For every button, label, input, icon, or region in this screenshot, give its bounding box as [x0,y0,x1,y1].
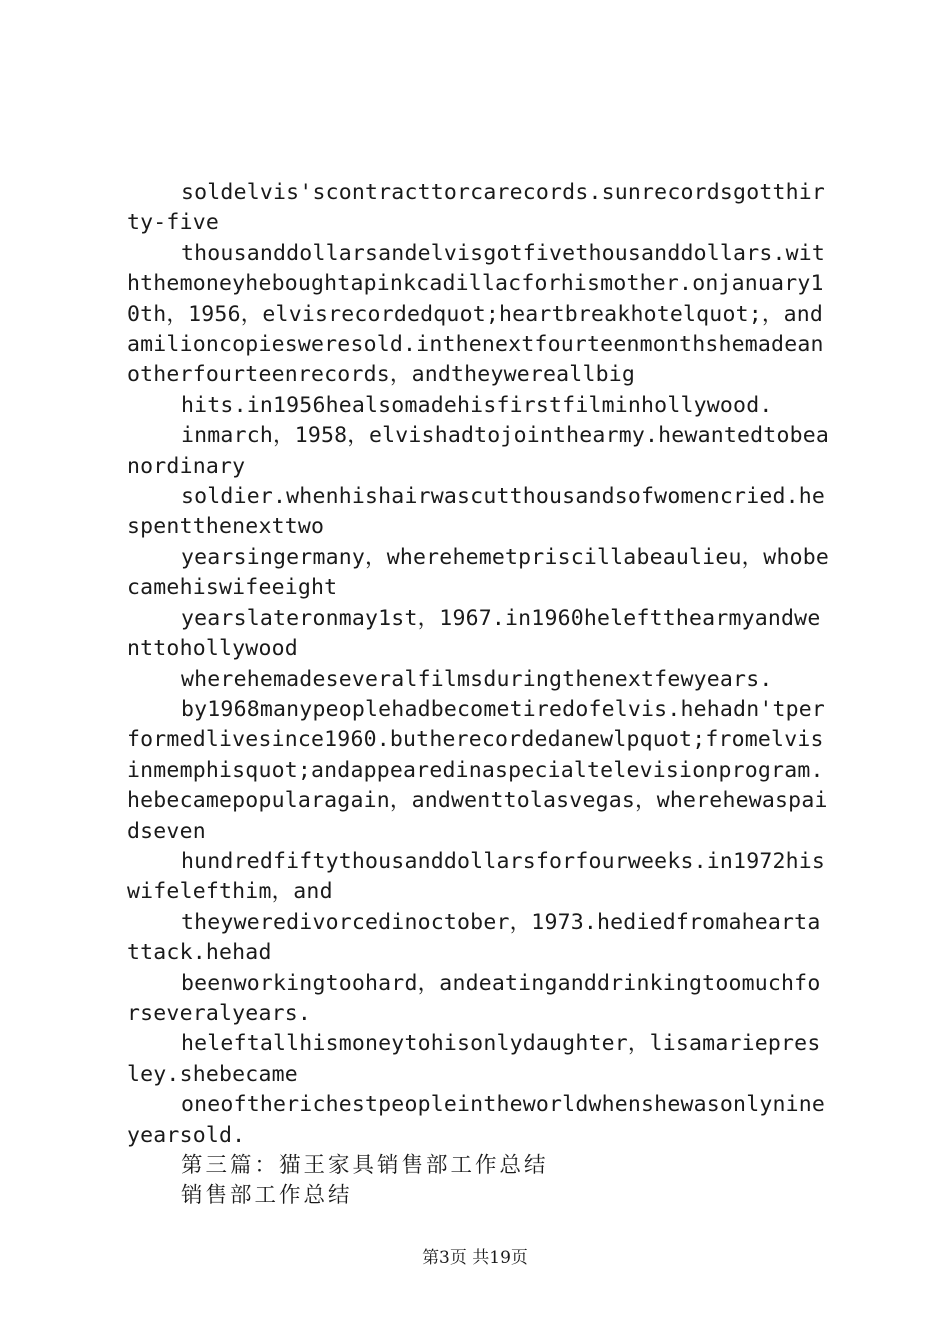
paragraph: thousanddollarsandelvisgotfivethousanddollars.withthemoneyheboughtapinkcadillacforhismother.onjanuary10th，1956，elvisrecordedquot;heartbreakhotelquot;，andamilioncopiesweresold.inthenextfourteenmonthshemadeanotherfourteenrecords，andtheywereallbig [127,240,826,388]
section-heading: 第三篇：猫王家具销售部工作总结 [181,1153,549,1178]
paragraph: beenworkingtoohard，andeatinganddrinkingtoomuchforseveralyears. [127,970,821,1026]
paragraph: soldelvis'scontracttorcarecords.sunrecordsgotthirty-five [127,180,826,236]
paragraph: hits.in1956healsomadehisfirstfilminhollywood. [181,392,773,418]
document-body [127,178,832,1212]
paragraph: oneoftherichestpeopleintheworldwhenshewasonlynineyearsold. [127,1092,826,1148]
section-subheading: 销售部工作总结 [181,1183,353,1209]
paragraph: inmarch，1958，elvishadtojointhearmy.hewantedtobeanordinary [127,423,830,479]
paragraph: heleftallhismoneytohisonlydaughter，lisamariepresley.shebecame [127,1031,821,1087]
paragraph: yearsingermany，wherehemetpriscillabeaulieu，whobecamehiswifeeight [127,544,830,601]
paragraph: theyweredivorcedinoctober，1973.hediedfromaheartattack.hehad [127,909,821,966]
page-number-footer: 第3页 共19页 [422,1248,528,1268]
paragraph: hundredfiftythousanddollarsforfourweeks.in1972hiswifelefthim，and [127,848,826,905]
paragraph: soldier.whenhishairwascutthousandsofwomencried.hespentthenexttwo [127,484,826,540]
paragraph: by1968manypeoplehadbecometiredofelvis.hehadn'tperformedlivesince1960.butherecordedanewlpquot;fromelvisinmemphisquot;andappearedinaspecialtelevisionprogram.hebecamepopularagain，andwenttolasvegas，wherehewaspaidseven [127,696,828,844]
paragraph: wherehemadeseveralfilmsduringthenextfewyears. [181,666,773,692]
paragraph: yearslateronmay1st，1967.in1960heleftthearmyandwenttohollywood [127,605,821,662]
